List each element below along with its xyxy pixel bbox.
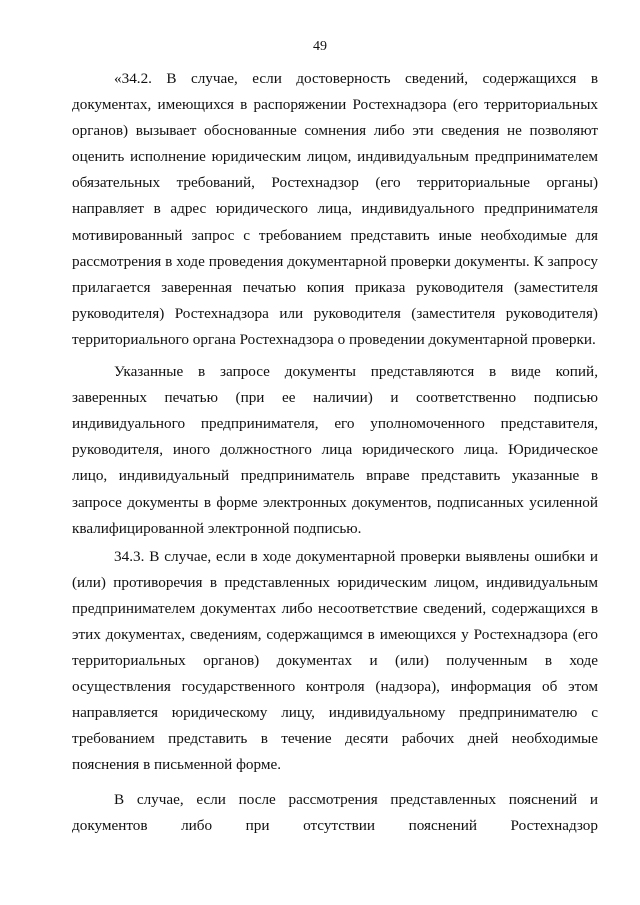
page-number: 49 (313, 39, 327, 54)
paragraph-34-3: 34.3. В случае, если в ходе документарной проверки выявлены ошибки и (или) противоречия в представленных юридическим лицом, индивидуальным предпринимателем документах либо несоответствие сведений, содержащихся в этих документах, сведениям, содержащимся в имеющихся у Ростехнадзора (его территориальных органов) документах и (или) полученным в ходе осуществления государственного контроля (надзора), информация об этом направляется юридическому лицу, индивидуальному предпринимателю с требованием представить в течение десяти рабочих дней необходимые пояснения в письменной форме. (72, 547, 598, 774)
document-body (72, 66, 598, 839)
paragraph-34-2: «34.2. В случае, если достоверность сведений, содержащихся в документах, имеющихся в распоряжении Ростехнадзора (его территориальных органов) вызывает обоснованные сомнения либо эти сведения не позволяют оценить исполнение юридическим лицом, индивидуальным предпринимателем обязательных требований, Ростехнадзор (его территориальные органы) направляет в адрес юридического лица, индивидуального предпринимателя мотивированный запрос с требованием представить иные необходимые для рассмотрения в ходе проведения документарной проверки документы. К запросу прилагается заверенная печатью копия приказа руководителя (заместителя руководителя) Ростехнадзора или руководителя (заместителя руководителя) территориального органа Ростехнадзора о проведении документарной проверки. (72, 70, 598, 348)
paragraph-documents-copies: Указанные в запросе документы представляются в виде копий, заверенных печатью (при ее наличии) и соответственно подписью индивидуального предпринимателя, его уполномоченного представителя, руководителя, иного должностного лица юридического лица. Юридическое лицо, индивидуальный предприниматель вправе представить указанные в запросе документы в форме электронных документов, подписанных усиленной квалифицированной электронной подписью. (72, 363, 598, 537)
paragraph-continued: В случае, если после рассмотрения представленных пояснений и документов либо при отсутствии пояснений Ростехнадзор (72, 790, 598, 834)
